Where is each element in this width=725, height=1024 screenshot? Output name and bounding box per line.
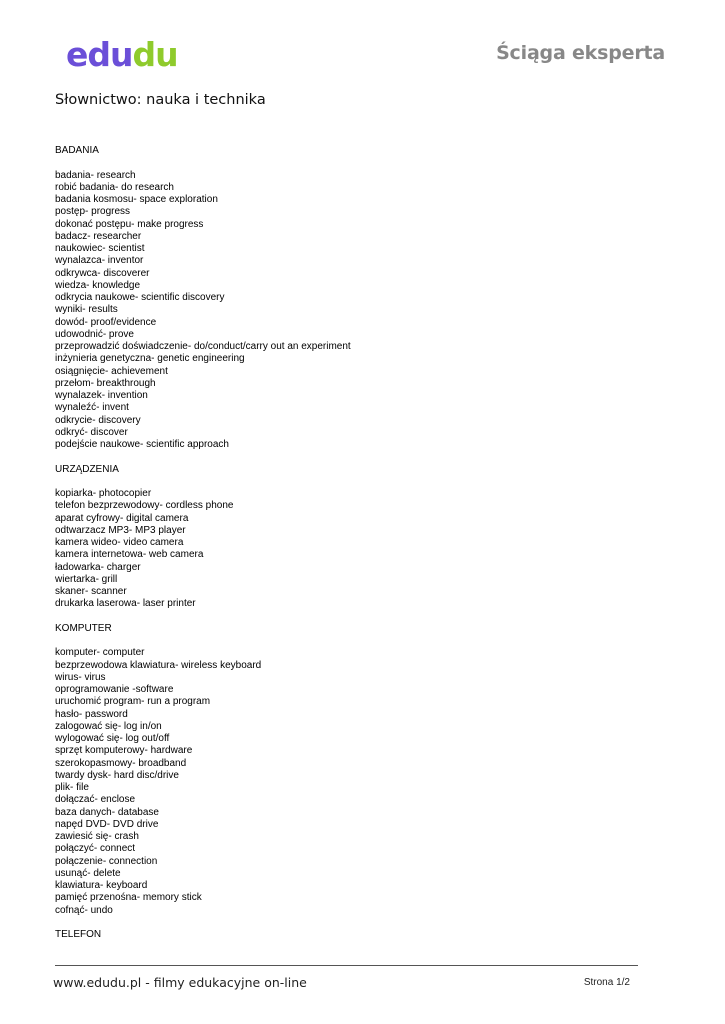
vocabulary-entry: napęd DVD- DVD drive bbox=[55, 818, 159, 830]
vocabulary-entry: bezprzewodowa klawiatura- wireless keyboard bbox=[55, 659, 262, 671]
vocabulary-entry: wiedza- knowledge bbox=[55, 279, 141, 291]
vocabulary-entry: przeprowadzić doświadczenie- do/conduct/carry out an experiment bbox=[55, 341, 351, 352]
vocabulary-entry: skaner- scanner bbox=[55, 586, 127, 597]
vocabulary-entry: podejście naukowe- scientific approach bbox=[55, 439, 229, 450]
vocabulary-entry: wylogować się- log out/off bbox=[55, 733, 170, 744]
vocabulary-entry: wyniki- results bbox=[55, 304, 118, 316]
vocabulary-entry: odtwarzacz MP3- MP3 player bbox=[55, 524, 186, 536]
vocabulary-entry: wynaleźć- invent bbox=[55, 402, 129, 414]
section-heading: KOMPUTER bbox=[55, 622, 112, 634]
vocabulary-entry: szerokopasmowy- broadband bbox=[55, 757, 187, 769]
vocabulary-list bbox=[55, 170, 655, 452]
vocabulary-entry: wirus- virus bbox=[55, 671, 106, 683]
document-title: Słownictwo: nauka i technika bbox=[55, 92, 266, 108]
vocabulary-entry: ładowarka- charger bbox=[55, 561, 141, 573]
vocabulary-entry: odkrywca- discoverer bbox=[55, 267, 150, 279]
vocabulary-entry: dowód- proof/evidence bbox=[55, 316, 157, 328]
vocabulary-entry: plik- file bbox=[55, 782, 89, 793]
section-heading: URZĄDZENIA bbox=[55, 463, 119, 475]
vocabulary-entry: wiertarka- grill bbox=[55, 573, 118, 585]
vocabulary-entry: baza danych- database bbox=[55, 806, 159, 818]
footer-site-link[interactable]: www.edudu.pl - filmy edukacyjne on-line bbox=[53, 975, 307, 990]
vocabulary-entry: dokonać postępu- make progress bbox=[55, 218, 204, 230]
vocabulary-entry: robić badania- do research bbox=[55, 181, 174, 193]
vocabulary-entry: sprzęt komputerowy- hardware bbox=[55, 745, 193, 757]
vocabulary-entry: przełom- breakthrough bbox=[55, 377, 156, 389]
vocabulary-entry: połączyć- connect bbox=[55, 843, 136, 855]
vocabulary-entry: klawiatura- keyboard bbox=[55, 880, 148, 891]
section-heading: TELEFON bbox=[55, 929, 102, 940]
page-number: Strona 1/2 bbox=[583, 977, 630, 988]
vocabulary-list bbox=[55, 647, 655, 917]
vocabulary-entry: kamera wideo- video camera bbox=[55, 537, 184, 548]
edudu-logo[interactable] bbox=[66, 36, 191, 76]
vocabulary-entry: cofnąć- undo bbox=[55, 904, 113, 916]
edudu-logo-mark bbox=[66, 36, 191, 76]
vocabulary-entry: twardy dysk- hard disc/drive bbox=[55, 769, 179, 781]
vocabulary-entry: osiągnięcie- achievement bbox=[55, 365, 168, 377]
vocabulary-entry: badania- research bbox=[55, 169, 136, 181]
vocabulary-entry: kopiarka- photocopier bbox=[55, 488, 152, 499]
header-title: Ściąga eksperta bbox=[496, 42, 665, 64]
vocabulary-entry: odkryć- discover bbox=[55, 426, 128, 438]
section-heading: BADANIA bbox=[55, 145, 99, 156]
vocabulary-entry: inżynieria genetyczna- genetic engineering bbox=[55, 353, 245, 365]
footer-divider bbox=[55, 965, 638, 966]
vocabulary-entry: telefon bezprzewodowy- cordless phone bbox=[55, 500, 234, 512]
vocabulary-entry: zawiesić się- crash bbox=[55, 831, 139, 842]
vocabulary-entry: postęp- progress bbox=[55, 206, 131, 218]
svg-text:edudu: edudu bbox=[66, 36, 178, 74]
vocabulary-entry: zalogować się- log in/on bbox=[55, 720, 162, 732]
vocabulary-entry: usunąć- delete bbox=[55, 867, 121, 879]
vocabulary-entry: komputer- computer bbox=[55, 647, 145, 659]
vocabulary-entry: odkrycie- discovery bbox=[55, 414, 141, 426]
vocabulary-entry: naukowiec- scientist bbox=[55, 243, 145, 254]
vocabulary-entry: udowodnić- prove bbox=[55, 328, 134, 340]
vocabulary-entry: aparat cyfrowy- digital camera bbox=[55, 512, 189, 524]
vocabulary-entry: odkrycia naukowe- scientific discovery bbox=[55, 292, 225, 303]
vocabulary-entry: pamięć przenośna- memory stick bbox=[55, 892, 202, 904]
vocabulary-entry: oprogramowanie -software bbox=[55, 684, 174, 695]
vocabulary-entry: hasło- password bbox=[55, 708, 128, 720]
vocabulary-entry: dołączać- enclose bbox=[55, 794, 136, 806]
vocabulary-list bbox=[55, 488, 655, 611]
vocabulary-entry: uruchomić program- run a program bbox=[55, 696, 211, 708]
vocabulary-entry: badania kosmosu- space exploration bbox=[55, 194, 218, 205]
vocabulary-entry: wynalazek- invention bbox=[55, 390, 148, 401]
vocabulary-entry: wynalazca- inventor bbox=[55, 255, 144, 267]
vocabulary-content bbox=[55, 145, 655, 941]
vocabulary-entry: badacz- researcher bbox=[55, 230, 142, 242]
vocabulary-entry: połączenie- connection bbox=[55, 855, 158, 867]
vocabulary-entry: kamera internetowa- web camera bbox=[55, 549, 204, 561]
vocabulary-entry: drukarka laserowa- laser printer bbox=[55, 598, 196, 610]
